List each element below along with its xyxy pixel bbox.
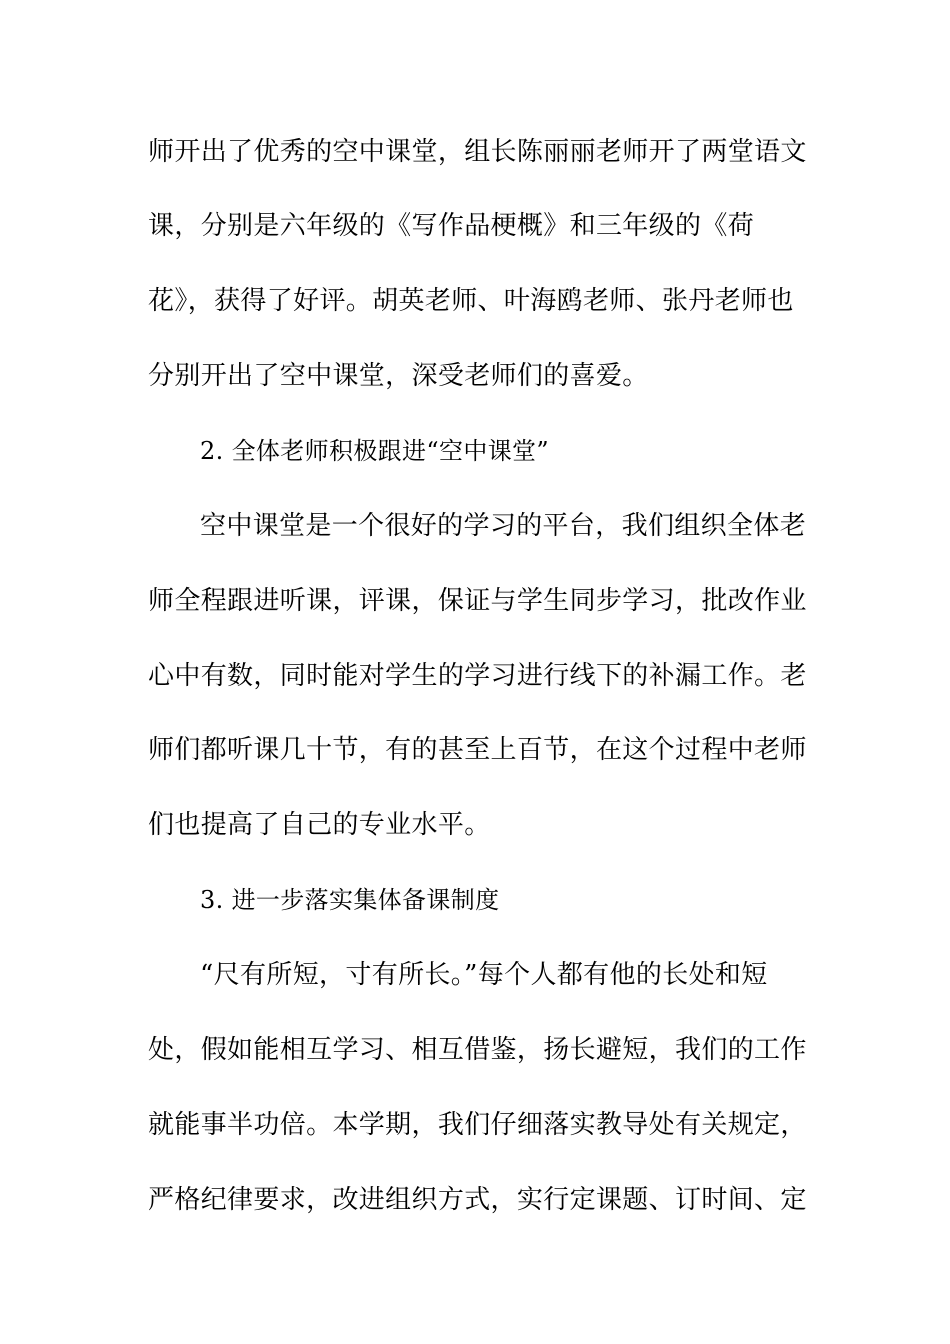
paragraph-line: 花》，获得了好评。胡英老师、叶海鸥老师、张丹老师也 xyxy=(148,286,794,316)
paragraph-line: 就能事半功倍。本学期，我们仔细落实教导处有关规定， xyxy=(148,1110,807,1140)
paragraph-line: “尺有所短，寸有所长。”每个人都有他的长处和短 xyxy=(200,960,768,990)
paragraph-line: 们也提高了自己的专业水平。 xyxy=(148,810,491,840)
paragraph-line: 严格纪律要求，改进组织方式，实行定课题、订时间、定 xyxy=(148,1185,807,1215)
paragraph-line: 课，分别是六年级的《写作品梗概》和三年级的《荷 xyxy=(148,211,755,241)
section-heading: 2. 全体老师积极跟进“空中课堂” xyxy=(200,437,550,465)
paragraph-line: 空中课堂是一个很好的学习的平台，我们组织全体老 xyxy=(200,511,807,541)
paragraph-line: 师开出了优秀的空中课堂，组长陈丽丽老师开了两堂语文 xyxy=(148,137,807,167)
section-heading: 3. 进一步落实集体备课制度 xyxy=(200,886,500,914)
paragraph-line: 师们都听课几十节，有的甚至上百节，在这个过程中老师 xyxy=(148,735,807,765)
paragraph-line: 分别开出了空中课堂，深受老师们的喜爱。 xyxy=(148,361,649,391)
paragraph-line: 师全程跟进听课，评课，保证与学生同步学习，批改作业 xyxy=(148,586,807,616)
paragraph-line: 处，假如能相互学习、相互借鉴，扬长避短，我们的工作 xyxy=(148,1035,807,1065)
paragraph-line: 心中有数，同时能对学生的学习进行线下的补漏工作。老 xyxy=(148,661,807,691)
